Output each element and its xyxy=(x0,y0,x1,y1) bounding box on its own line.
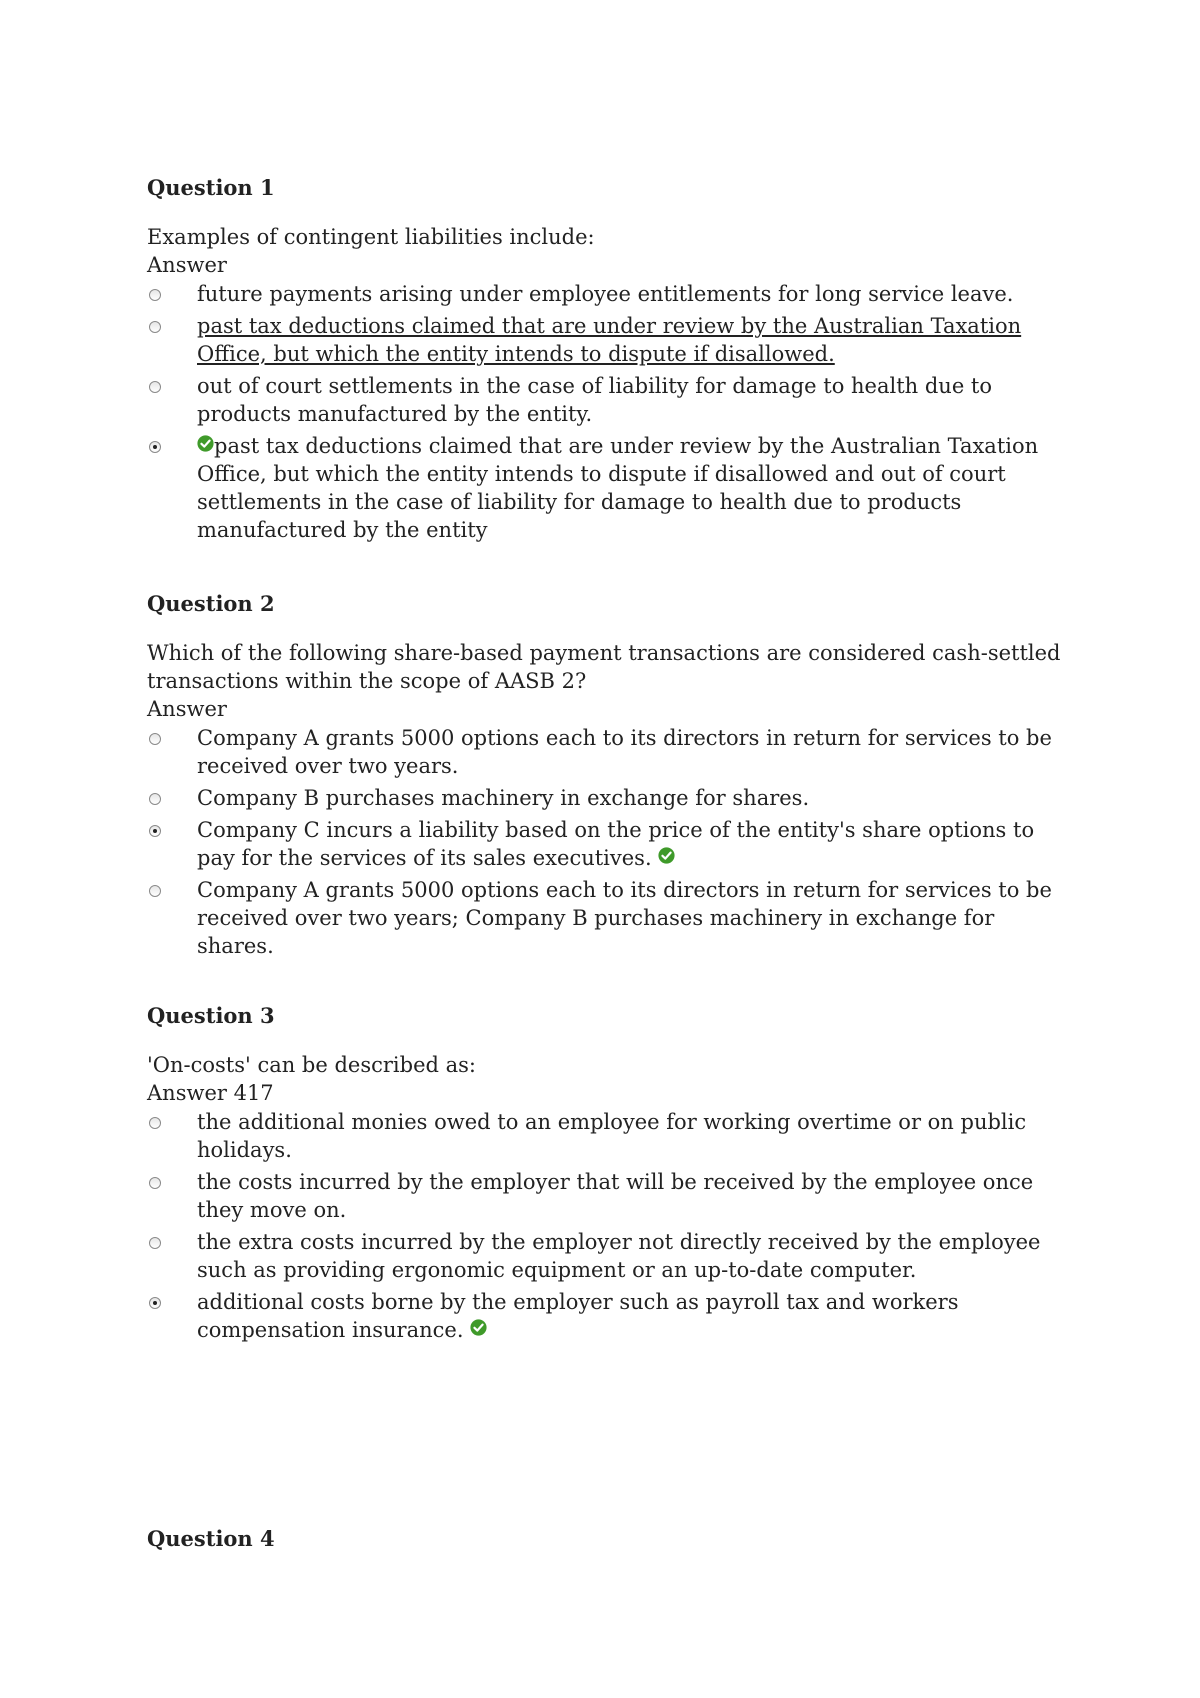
question-title: Question 2 xyxy=(147,591,275,616)
radio-button-icon[interactable] xyxy=(149,825,161,837)
answer-option-selected[interactable] xyxy=(147,816,1067,872)
answer-options xyxy=(147,724,1067,960)
checkmark-icon xyxy=(470,1319,487,1336)
answer-options xyxy=(147,280,1067,544)
option-text: Company A grants 5000 options each to its directors in return for services to be received over two years; Company B purchases machinery in exchange for shares. xyxy=(197,878,1052,958)
answer-option-selected[interactable] xyxy=(147,432,1067,544)
answer-option[interactable] xyxy=(147,724,1067,780)
option-text: Company B purchases machinery in exchange for shares. xyxy=(197,786,810,810)
question-4 xyxy=(147,1525,1067,1574)
option-text: out of court settlements in the case of liability for damage to health due to products manufactured by the entity. xyxy=(197,374,993,426)
option-text: the costs incurred by the employer that will be received by the employee once they move on. xyxy=(197,1170,1034,1222)
radio-button-icon[interactable] xyxy=(149,381,161,393)
answer-label: Answer 417 xyxy=(147,1081,274,1105)
radio-button-icon[interactable] xyxy=(149,321,161,333)
answer-option[interactable] xyxy=(147,372,1067,428)
answer-option[interactable] xyxy=(147,1228,1067,1284)
question-title: Question 1 xyxy=(147,175,275,200)
answer-option[interactable] xyxy=(147,1108,1067,1164)
radio-button-icon[interactable] xyxy=(149,733,161,745)
radio-button-icon[interactable] xyxy=(149,885,161,897)
answer-label: Answer xyxy=(147,253,227,277)
question-text: Examples of contingent liabilities include: xyxy=(147,225,595,249)
question-2 xyxy=(147,590,1067,964)
answer-option[interactable] xyxy=(147,280,1067,308)
radio-button-icon[interactable] xyxy=(149,1297,161,1309)
question-3 xyxy=(147,1002,1067,1348)
option-text: future payments arising under employee entitlements for long service leave. xyxy=(197,282,1014,306)
checkmark-icon xyxy=(197,435,214,452)
radio-button-icon[interactable] xyxy=(149,1237,161,1249)
answer-option[interactable] xyxy=(147,784,1067,812)
answer-label: Answer xyxy=(147,697,227,721)
option-text: the extra costs incurred by the employer not directly received by the employee such as providing ergonomic equipment or an up-to-date computer. xyxy=(197,1230,1041,1282)
answer-option[interactable] xyxy=(147,1168,1067,1224)
question-text: 'On-costs' can be described as: xyxy=(147,1053,477,1077)
checkmark-icon xyxy=(658,847,675,864)
option-text: additional costs borne by the employer such as payroll tax and workers compensation insurance. xyxy=(197,1290,959,1342)
answer-option[interactable] xyxy=(147,312,1067,368)
question-title: Question 3 xyxy=(147,1003,275,1028)
option-text: Company A grants 5000 options each to its directors in return for services to be received over two years. xyxy=(197,726,1052,778)
answer-option[interactable] xyxy=(147,876,1067,960)
radio-button-icon[interactable] xyxy=(149,441,161,453)
option-text: past tax deductions claimed that are under review by the Australian Taxation Office, but which the entity intends to dispute if disallowed and out of court settlements in the case of liability for damage to health due to products manufactured by the entity xyxy=(197,434,1039,542)
option-text: past tax deductions claimed that are under review by the Australian Taxation Office, but which the entity intends to dispute if disallowed. xyxy=(197,314,1022,366)
answer-option-selected[interactable] xyxy=(147,1288,1067,1344)
question-1 xyxy=(147,174,1067,548)
radio-button-icon[interactable] xyxy=(149,1117,161,1129)
option-text: the additional monies owed to an employee for working overtime or on public holidays. xyxy=(197,1110,1027,1162)
radio-button-icon[interactable] xyxy=(149,289,161,301)
radio-button-icon[interactable] xyxy=(149,1177,161,1189)
question-title: Question 4 xyxy=(147,1526,275,1551)
answer-options xyxy=(147,1108,1067,1344)
option-text: Company C incurs a liability based on the price of the entity's share options to pay for the services of its sales executives. xyxy=(197,818,1035,870)
radio-button-icon[interactable] xyxy=(149,793,161,805)
question-text: Which of the following share-based payment transactions are considered cash-settled transactions within the scope of AASB 2? xyxy=(147,641,1061,693)
